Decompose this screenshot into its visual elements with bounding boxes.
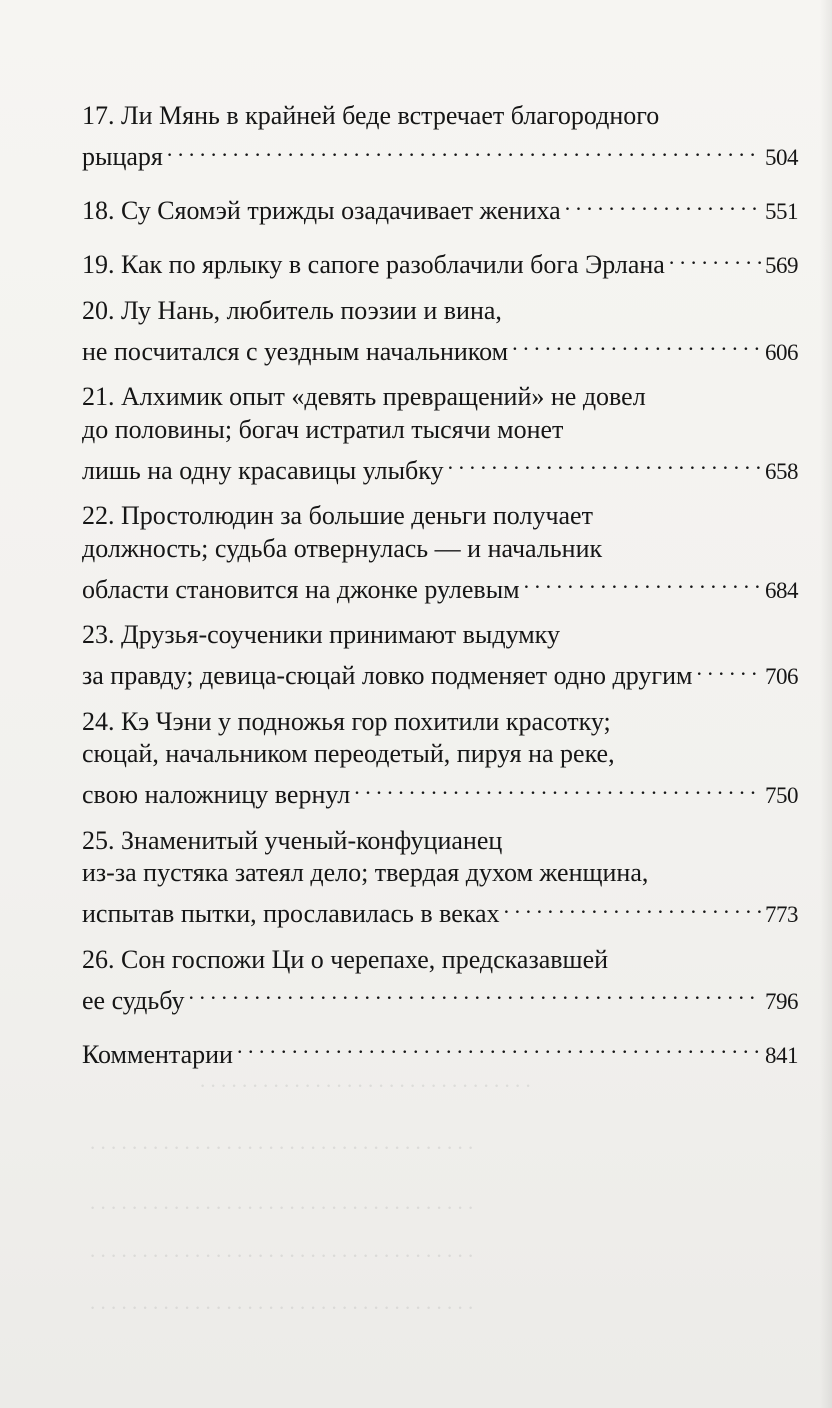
page-number: 706 <box>765 664 798 689</box>
toc-entry-leader-line <box>82 890 798 932</box>
dot-leader <box>167 133 761 166</box>
toc-entry-title-line: 17. Ли Мянь в крайней беде встречает благородного <box>82 101 660 130</box>
toc-entry-title-line: из-за пустяка затеял дело; твердая духом женщина, <box>82 858 649 887</box>
toc-entry-title-line: области становится на джонке рулевым <box>82 574 520 604</box>
toc-entry-title-line: за правду; девица-сюцай ловко подменяет одно другим <box>82 661 693 690</box>
toc-entry-leader-line <box>82 976 798 1018</box>
toc-entry <box>82 619 798 694</box>
toc-entry-leader-line <box>82 565 798 607</box>
toc-entry <box>82 1030 798 1072</box>
toc-entry-title-line: лишь на одну красавицы улыбку <box>82 455 444 485</box>
dot-leader <box>565 187 761 220</box>
toc-entry-leader-line <box>82 133 798 175</box>
toc-entry <box>82 706 798 813</box>
page-number: 841 <box>765 1042 798 1068</box>
toc-entry-title-line: 20. Лу Нань, любитель поэзии и вина, <box>82 295 502 325</box>
toc-entry <box>82 187 798 229</box>
toc-entry-leader-line <box>82 241 798 283</box>
toc-entry-title-line: 22. Простолюдин за большие деньги получает <box>82 501 593 530</box>
page-number: 504 <box>765 145 798 170</box>
toc-entry-leader-line <box>82 187 798 229</box>
toc-entry-title-line: 18. Су Сяомэй трижды озадачивает жениха <box>82 196 561 225</box>
dot-leader <box>524 565 761 598</box>
toc-entry <box>82 944 798 1019</box>
toc-entry-title-line: сюцай, начальником переодетый, пируя на реке, <box>82 739 615 768</box>
dot-leader <box>669 241 761 274</box>
toc-entry <box>82 295 798 370</box>
page-number: 551 <box>765 199 798 224</box>
toc-entry-title-line: 26. Сон госпожи Ци о черепахе, предсказавшей <box>82 944 609 974</box>
toc-entry-title-line: Комментарии <box>82 1039 233 1069</box>
toc-entry <box>82 825 798 932</box>
page-number: 773 <box>765 902 798 927</box>
toc-entry-title-line: 25. Знаменитый ученый-конфуцианец <box>82 825 503 855</box>
toc-entry-title-line: должность; судьба отвернулась — и начальник <box>82 533 603 563</box>
toc-entry-leader-line <box>82 1030 798 1072</box>
toc-entry <box>82 241 798 283</box>
toc-entry-leader-line <box>82 652 798 694</box>
page-number: 684 <box>765 577 798 603</box>
dot-leader <box>696 652 761 685</box>
dot-leader <box>448 446 761 479</box>
toc-entry-leader-line <box>82 327 798 369</box>
page-number: 606 <box>765 339 798 365</box>
bleed-through-line: . . . . . . . . . . . . . . . . . . . . . . . . . . . . . . . . . . . . . <box>90 1238 474 1262</box>
toc-entry-title-line: 23. Друзья-соученики принимают выдумку <box>82 620 560 649</box>
toc-entry <box>82 100 798 175</box>
toc-entry-title-line: до половины; богач истратил тысячи монет <box>82 414 564 444</box>
toc-entry-title-line: свою наложницу вернул <box>82 780 351 809</box>
toc-entry-title-line: ее судьбу <box>82 985 185 1015</box>
bleed-through-line: . . . . . . . . . . . . . . . . . . . . . . . . . . . . . . . . <box>200 1068 531 1092</box>
toc-entry-leader-line <box>82 446 798 488</box>
toc-entry-title-line: испытав пытки, прославилась в веках <box>82 899 500 928</box>
toc-entry-leader-line <box>82 771 798 813</box>
page-number: 658 <box>765 458 798 484</box>
dot-leader <box>504 890 761 923</box>
page-edge-shadow <box>820 0 832 1408</box>
bleed-through-line: . . . . . . . . . . . . . . . . . . . . . . . . . . . . . . . . . . . . . <box>90 1130 474 1154</box>
dot-leader <box>512 327 761 360</box>
toc-entry <box>82 500 798 607</box>
dot-leader <box>354 771 761 804</box>
toc-entry-title-line: не посчитался с уездным начальником <box>82 336 509 366</box>
bleed-through-line: . . . . . . . . . . . . . . . . . . . . . . . . . . . . . . . . . . . . . <box>90 1290 474 1314</box>
page-number: 750 <box>765 783 798 808</box>
dot-leader <box>237 1030 761 1063</box>
toc-entry <box>82 381 798 488</box>
toc-entry-title-line: 24. Кэ Чэни у подножья гор похитили красотку; <box>82 706 611 736</box>
toc-entry-title-line: рыцаря <box>82 142 163 171</box>
page-number: 796 <box>765 988 798 1014</box>
table-of-contents <box>82 100 798 1084</box>
toc-entry-title-line: 19. Как по ярлыку в сапоге разоблачили бога Эрлана <box>82 250 665 279</box>
bleed-through-line: . . . . . . . . . . . . . . . . . . . . . . . . . . . . . . . . . . . . . <box>90 1190 474 1214</box>
page-number: 569 <box>765 253 798 278</box>
toc-entry-title-line: 21. Алхимик опыт «девять превращений» не довел <box>82 382 646 411</box>
dot-leader <box>188 976 761 1009</box>
